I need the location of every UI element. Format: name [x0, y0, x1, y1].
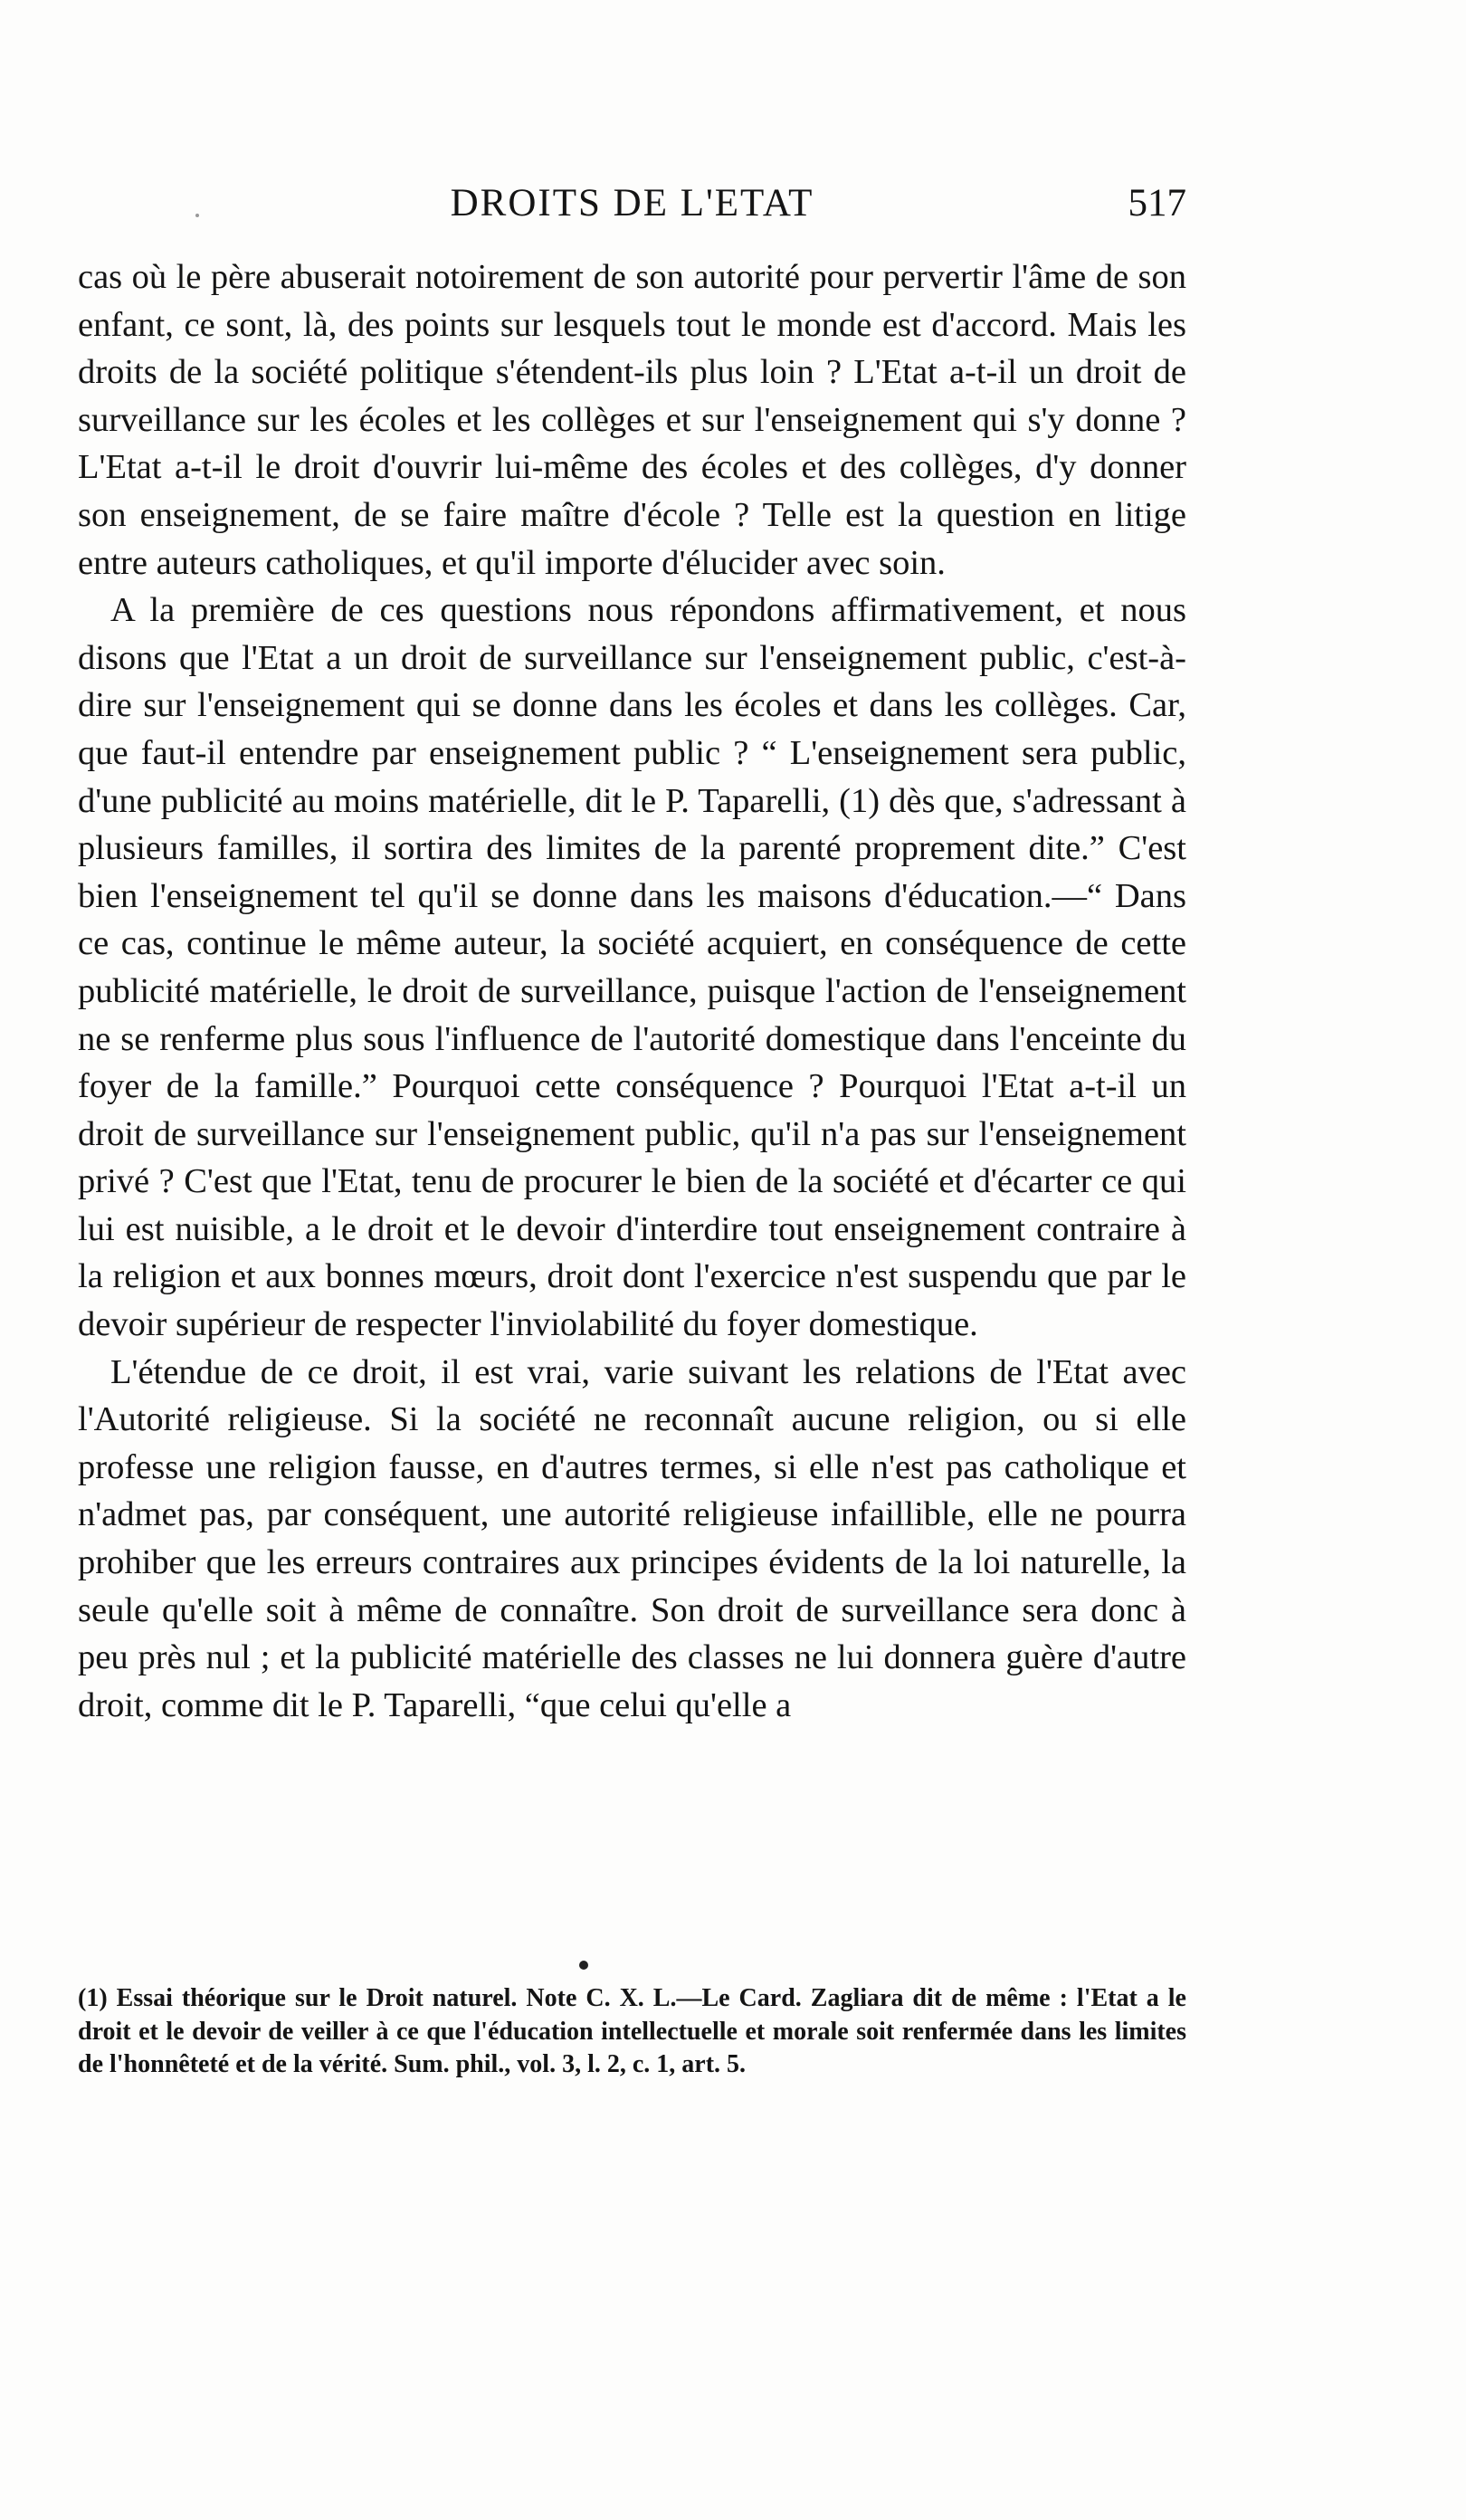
paragraph-1: cas où le père abuserait notoirement de son autorité pour pervertir l'âme de son enfant, ce sont, là, des points sur lesquels tout le monde est d'accord. Mais les droits de la société politique s'étendent-ils plus loin ? L'Etat a-t-il un droit de surveillance sur les écoles et les collèges et sur l'enseignement qui s'y donne ? L'Etat a-t-il le droit d'ouvrir lui-même des écoles et des collèges, d'y donner son enseignement, de se faire maître d'école ? Telle est la question en litige entre auteurs catholiques, et qu'il importe d'élucider avec soin. [78, 258, 1186, 582]
footnote-text: (1) Essai théorique sur le Droit naturel. Note C. X. L.—Le Card. Zagliara dit de même : l'Etat a le droit et le devoir de veiller à ce que l'éducation intellectuelle et morale soit renfermée dans les limites de l'honnêteté et de la vérité. Sum. phil., vol. 3, l. 2, c. 1, art. 5. [78, 1984, 1186, 2078]
print-speck [195, 214, 199, 217]
page-number: 517 [1128, 182, 1186, 224]
footnote [78, 1982, 1186, 2082]
page-title: DROITS DE L'ETAT [450, 182, 814, 224]
main-text [78, 253, 1186, 1729]
running-head [78, 181, 1186, 235]
footnote-separator [579, 1961, 588, 1970]
paragraph-3: L'étendue de ce droit, il est vrai, varie suivant les relations de l'Etat avec l'Autorité religieuse. Si la société ne reconnaît aucune religion, ou si elle professe une religion fausse, en d'autres termes, si elle n'est pas catholique et n'admet pas, par conséquent, une autorité religieuse infaillible, elle ne pourra prohiber que les erreurs contraires aux principes évidents de la loi naturelle, la seule qu'elle soit à même de connaître. Son droit de surveillance sera donc à peu près nul ; et la publicité matérielle des classes ne lui donnera guère d'autre droit, comme dit le P. Taparelli, “que celui qu'elle a [78, 1352, 1186, 1724]
paragraph-2: A la première de ces questions nous répondons affirmativement, et nous disons que l'Etat a un droit de surveillance sur l'enseignement public, c'est-à-dire sur l'enseignement qui se donne dans les écoles et dans les collèges. Car, que faut-il entendre par enseignement public ? “ L'enseignement sera public, d'une publicité au moins matérielle, dit le P. Taparelli, (1) dès que, s'adressant à plusieurs familles, il sortira des limites de la parenté proprement dite.” C'est bien l'enseignement tel qu'il se donne dans les maisons d'éducation.—“ Dans ce cas, continue le même auteur, la société acquiert, en conséquence de cette publicité matérielle, le droit de surveillance, puisque l'action de l'enseignement ne se renferme plus sous l'influence de l'autorité domestique dans l'enceinte du foyer de la famille.” Pourquoi cette conséquence ? Pourquoi l'Etat a-t-il un droit de surveillance sur l'enseignement public, qu'il n'a pas sur l'enseignement privé ? C'est que l'Etat, tenu de procurer le bien de la société et d'écarter ce qui lui est nuisible, a le droit et le devoir d'interdire tout enseignement contraire à la religion et aux bonnes mœurs, droit dont l'exercice n'est suspendu que par le devoir supérieur de respecter l'inviolabilité du foyer domestique. [78, 591, 1186, 1344]
